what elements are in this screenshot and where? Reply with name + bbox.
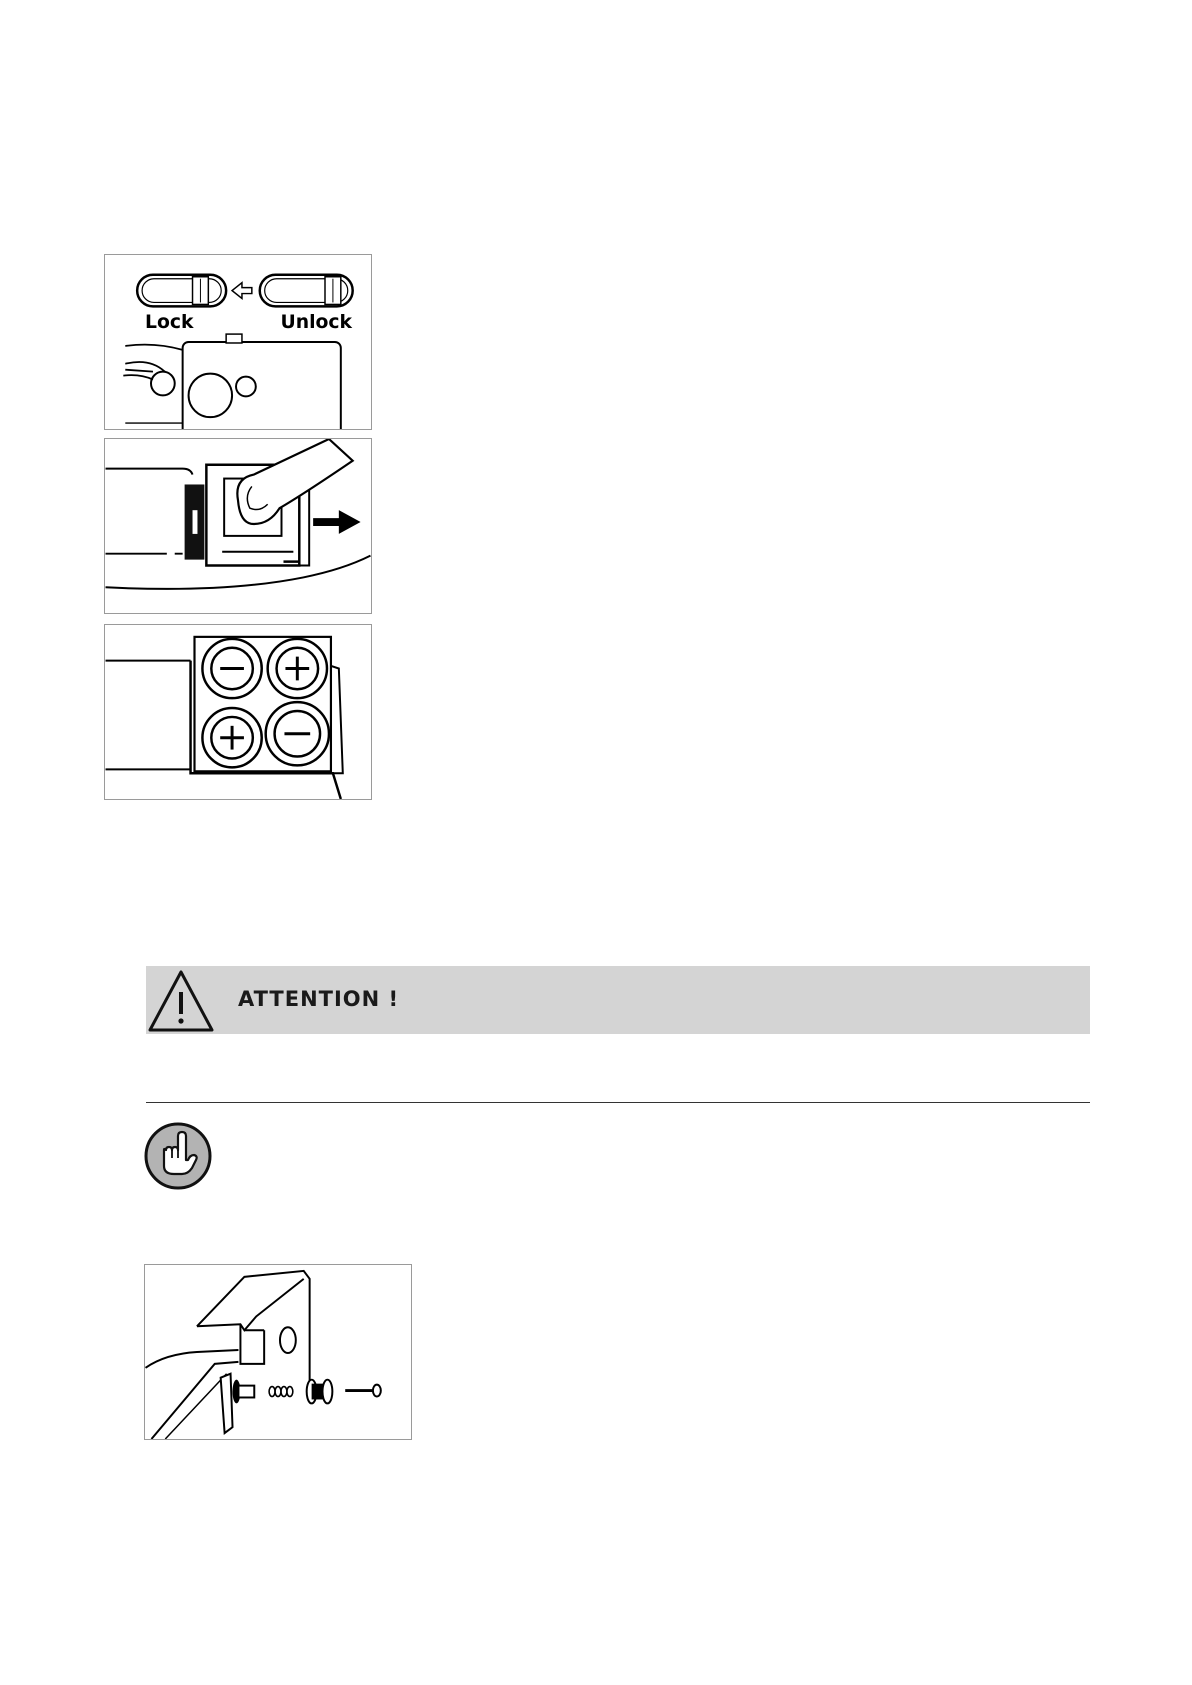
attention-banner	[146, 966, 1090, 1034]
warning-triangle-icon	[146, 966, 216, 1034]
unlock-label: Unlock	[280, 312, 353, 334]
pointing-hand-icon	[142, 1120, 214, 1192]
hinge-pin-illustration	[144, 1264, 412, 1440]
battery-plus-bottom-left	[202, 708, 261, 767]
lock-switch-drawing	[105, 255, 371, 429]
hinge-drawing	[145, 1265, 411, 1439]
attention-title: ATTENTION !	[238, 987, 400, 1011]
section-divider	[146, 1102, 1090, 1103]
battery-minus-bottom-right	[266, 702, 329, 765]
lock-label: Lock	[145, 312, 194, 334]
battery-drawing	[105, 625, 371, 799]
battery-polarity-illustration	[104, 624, 372, 800]
battery-minus-top-left	[202, 639, 261, 698]
lock-unlock-illustration	[104, 254, 372, 430]
battery-plus-top-right	[268, 639, 327, 698]
slide-cover-drawing	[105, 439, 371, 613]
slide-cover-illustration	[104, 438, 372, 614]
